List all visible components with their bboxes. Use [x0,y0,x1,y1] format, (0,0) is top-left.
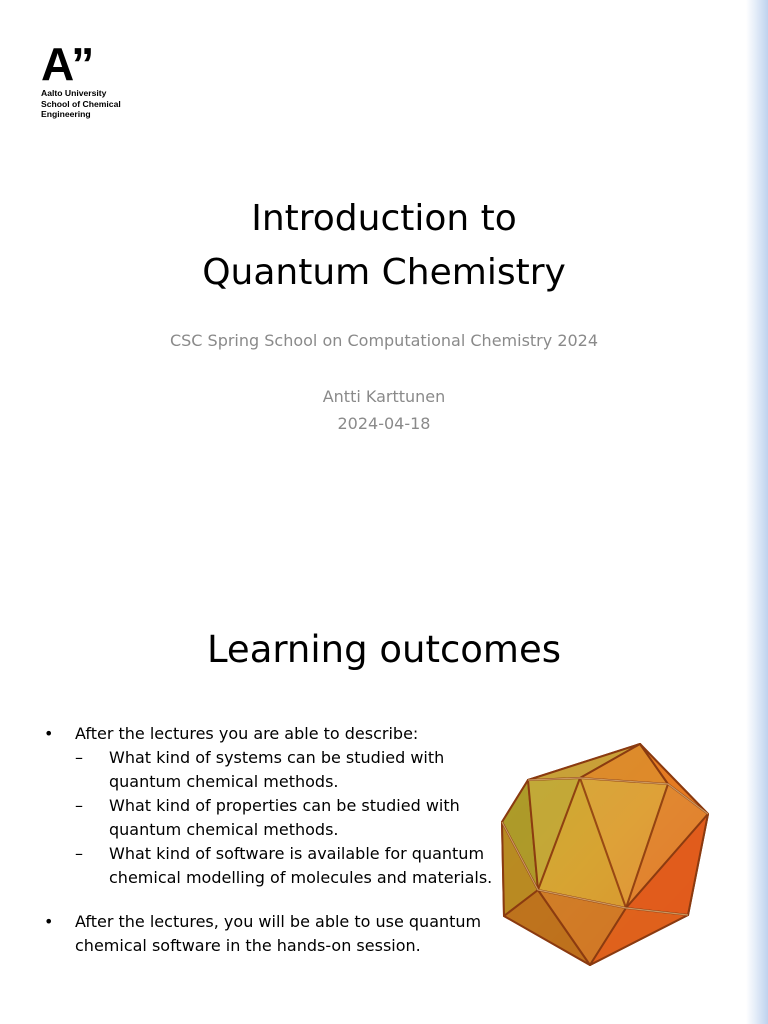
bullet-item [44,722,504,746]
logo-text [41,88,121,120]
sub-bullet-item [75,842,504,890]
bullet-line: After the lectures, you will be able to use quantum [75,912,482,931]
sub-bullet-item [75,746,504,794]
bullet-icon: • [44,724,54,743]
learning-outcomes-title: Learning outcomes [206,628,562,671]
outcomes-list [44,722,504,958]
bullet-text: After the lectures you are able to describe: [75,724,419,743]
icosahedron-illustration [498,740,713,970]
sub-bullet-item [75,794,504,842]
bullet-item [44,910,504,958]
author-name: Antti Karttunen [322,387,446,406]
logo-line-2: School of Chemical [41,98,121,109]
dash-icon: – [75,844,83,863]
presentation-date: 2024-04-18 [337,414,431,433]
slide-title [0,192,768,300]
logo-line-3: Engineering [41,109,91,119]
learning-outcomes-slide [0,512,746,1024]
dash-icon: – [75,796,83,815]
sub-bullet-line: chemical modelling of molecules and materials. [109,868,493,887]
sub-bullet-line: quantum chemical methods. [109,820,339,839]
dash-icon: – [75,748,83,767]
logo-mark: A” [41,38,94,90]
title-line-2: Quantum Chemistry [202,252,566,293]
logo-line-1: Aalto University [41,88,107,98]
slide-subtitle: CSC Spring School on Computational Chemistry 2024 [169,331,599,350]
bullet-line: chemical software in the hands-on session. [75,936,421,955]
page-edge-gradient [746,0,768,1024]
bullet-icon: • [44,912,54,931]
title-line-1: Introduction to [251,198,517,239]
sub-bullet-line: What kind of software is available for quantum [109,844,485,863]
sub-bullet-line: What kind of properties can be studied with [109,796,460,815]
aalto-logo [41,38,121,120]
title-slide [0,0,746,512]
sub-bullet-line: What kind of systems can be studied with [109,748,445,767]
sub-bullet-line: quantum chemical methods. [109,772,339,791]
